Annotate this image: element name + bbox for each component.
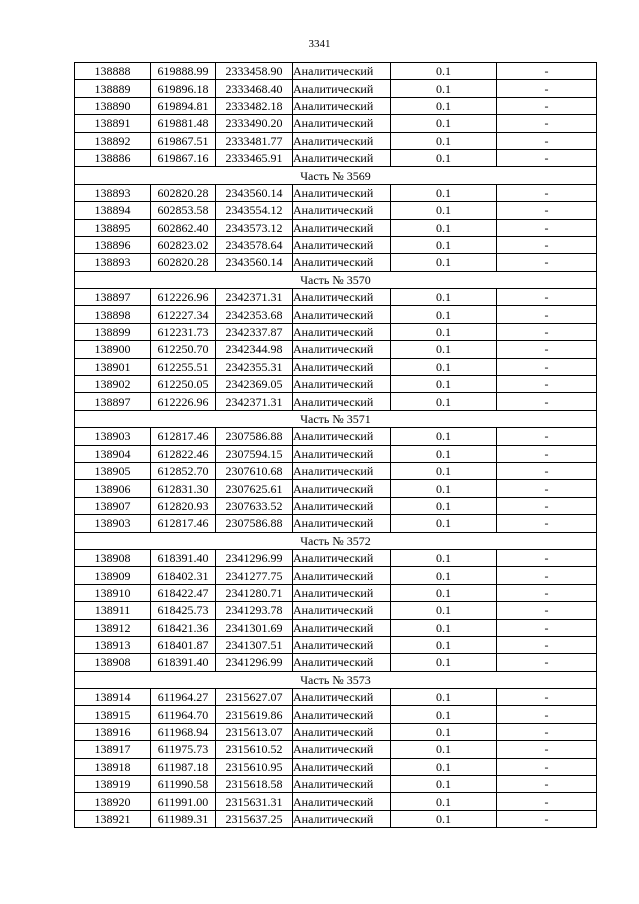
x-coordinate-cell: 612250.05 [151, 376, 216, 393]
accuracy-cell: 0.1 [391, 445, 497, 462]
point-number-cell: 138920 [75, 793, 151, 810]
section-header: Часть № 3570 [75, 271, 597, 288]
y-coordinate-cell: 2341280.71 [216, 584, 293, 601]
accuracy-cell: 0.1 [391, 376, 497, 393]
accuracy-cell: 0.1 [391, 758, 497, 775]
y-coordinate-cell: 2342353.68 [216, 306, 293, 323]
accuracy-cell: 0.1 [391, 497, 497, 514]
x-coordinate-cell: 619888.99 [151, 63, 216, 80]
x-coordinate-cell: 612820.93 [151, 497, 216, 514]
x-coordinate-cell: 619896.18 [151, 80, 216, 97]
point-number-cell: 138900 [75, 341, 151, 358]
section-header-row [75, 271, 597, 288]
point-number-cell: 138917 [75, 741, 151, 758]
description-cell: - [497, 810, 597, 827]
description-cell: - [497, 723, 597, 740]
accuracy-cell: 0.1 [391, 619, 497, 636]
description-cell: - [497, 462, 597, 479]
point-number-cell: 138893 [75, 254, 151, 271]
point-number-cell: 138912 [75, 619, 151, 636]
description-cell: - [497, 393, 597, 410]
accuracy-cell: 0.1 [391, 480, 497, 497]
x-coordinate-cell: 612250.70 [151, 341, 216, 358]
table-row [75, 63, 597, 80]
point-number-cell: 138897 [75, 393, 151, 410]
description-cell: - [497, 567, 597, 584]
accuracy-cell: 0.1 [391, 236, 497, 253]
point-number-cell: 138890 [75, 97, 151, 114]
point-number-cell: 138919 [75, 776, 151, 793]
method-cell: Аналитический [293, 619, 391, 636]
point-number-cell: 138921 [75, 810, 151, 827]
table-row [75, 584, 597, 601]
accuracy-cell: 0.1 [391, 428, 497, 445]
method-cell: Аналитический [293, 428, 391, 445]
y-coordinate-cell: 2342355.31 [216, 358, 293, 375]
method-cell: Аналитический [293, 97, 391, 114]
section-header: Часть № 3571 [75, 410, 597, 427]
accuracy-cell: 0.1 [391, 584, 497, 601]
table-row [75, 776, 597, 793]
point-number-cell: 138886 [75, 149, 151, 166]
table-row [75, 219, 597, 236]
description-cell: - [497, 602, 597, 619]
coordinates-table [74, 62, 597, 828]
x-coordinate-cell: 619894.81 [151, 97, 216, 114]
x-coordinate-cell: 612226.96 [151, 393, 216, 410]
table-row [75, 706, 597, 723]
y-coordinate-cell: 2333490.20 [216, 115, 293, 132]
description-cell: - [497, 236, 597, 253]
section-header: Часть № 3572 [75, 532, 597, 549]
description-cell: - [497, 445, 597, 462]
section-header: Часть № 3573 [75, 671, 597, 688]
table-row [75, 132, 597, 149]
point-number-cell: 138891 [75, 115, 151, 132]
method-cell: Аналитический [293, 184, 391, 201]
table-row [75, 80, 597, 97]
method-cell: Аналитический [293, 654, 391, 671]
accuracy-cell: 0.1 [391, 219, 497, 236]
description-cell: - [497, 202, 597, 219]
description-cell: - [497, 306, 597, 323]
table-row [75, 741, 597, 758]
x-coordinate-cell: 618391.40 [151, 549, 216, 566]
table-row [75, 236, 597, 253]
table-row [75, 462, 597, 479]
x-coordinate-cell: 602820.28 [151, 254, 216, 271]
y-coordinate-cell: 2341301.69 [216, 619, 293, 636]
description-cell: - [497, 132, 597, 149]
point-number-cell: 138910 [75, 584, 151, 601]
description-cell: - [497, 480, 597, 497]
y-coordinate-cell: 2315627.07 [216, 689, 293, 706]
y-coordinate-cell: 2333465.91 [216, 149, 293, 166]
x-coordinate-cell: 612831.30 [151, 480, 216, 497]
description-cell: - [497, 654, 597, 671]
method-cell: Аналитический [293, 341, 391, 358]
method-cell: Аналитический [293, 323, 391, 340]
x-coordinate-cell: 618401.87 [151, 636, 216, 653]
accuracy-cell: 0.1 [391, 515, 497, 532]
y-coordinate-cell: 2343560.14 [216, 184, 293, 201]
table-row [75, 654, 597, 671]
point-number-cell: 138911 [75, 602, 151, 619]
method-cell: Аналитический [293, 149, 391, 166]
method-cell: Аналитический [293, 236, 391, 253]
table-row [75, 115, 597, 132]
accuracy-cell: 0.1 [391, 341, 497, 358]
x-coordinate-cell: 618422.47 [151, 584, 216, 601]
y-coordinate-cell: 2307625.61 [216, 480, 293, 497]
accuracy-cell: 0.1 [391, 63, 497, 80]
x-coordinate-cell: 611968.94 [151, 723, 216, 740]
point-number-cell: 138904 [75, 445, 151, 462]
table-row [75, 567, 597, 584]
table-row [75, 723, 597, 740]
x-coordinate-cell: 612822.46 [151, 445, 216, 462]
x-coordinate-cell: 602862.40 [151, 219, 216, 236]
accuracy-cell: 0.1 [391, 689, 497, 706]
table-row [75, 689, 597, 706]
y-coordinate-cell: 2315631.31 [216, 793, 293, 810]
description-cell: - [497, 584, 597, 601]
table-row [75, 184, 597, 201]
method-cell: Аналитический [293, 80, 391, 97]
description-cell: - [497, 254, 597, 271]
y-coordinate-cell: 2307633.52 [216, 497, 293, 514]
point-number-cell: 138901 [75, 358, 151, 375]
accuracy-cell: 0.1 [391, 462, 497, 479]
accuracy-cell: 0.1 [391, 149, 497, 166]
x-coordinate-cell: 611987.18 [151, 758, 216, 775]
description-cell: - [497, 63, 597, 80]
description-cell: - [497, 636, 597, 653]
method-cell: Аналитический [293, 497, 391, 514]
accuracy-cell: 0.1 [391, 654, 497, 671]
y-coordinate-cell: 2333458.90 [216, 63, 293, 80]
method-cell: Аналитический [293, 202, 391, 219]
method-cell: Аналитический [293, 776, 391, 793]
table-row [75, 254, 597, 271]
y-coordinate-cell: 2307594.15 [216, 445, 293, 462]
accuracy-cell: 0.1 [391, 202, 497, 219]
table-row [75, 376, 597, 393]
accuracy-cell: 0.1 [391, 567, 497, 584]
x-coordinate-cell: 619881.48 [151, 115, 216, 132]
point-number-cell: 138892 [75, 132, 151, 149]
accuracy-cell: 0.1 [391, 602, 497, 619]
table-row [75, 549, 597, 566]
accuracy-cell: 0.1 [391, 549, 497, 566]
y-coordinate-cell: 2342371.31 [216, 289, 293, 306]
y-coordinate-cell: 2333481.77 [216, 132, 293, 149]
method-cell: Аналитический [293, 289, 391, 306]
accuracy-cell: 0.1 [391, 97, 497, 114]
table-row [75, 602, 597, 619]
accuracy-cell: 0.1 [391, 741, 497, 758]
table-row [75, 341, 597, 358]
y-coordinate-cell: 2307610.68 [216, 462, 293, 479]
point-number-cell: 138893 [75, 184, 151, 201]
accuracy-cell: 0.1 [391, 393, 497, 410]
section-header: Часть № 3569 [75, 167, 597, 184]
y-coordinate-cell: 2341307.51 [216, 636, 293, 653]
table-row [75, 445, 597, 462]
x-coordinate-cell: 611991.00 [151, 793, 216, 810]
x-coordinate-cell: 612226.96 [151, 289, 216, 306]
method-cell: Аналитический [293, 584, 391, 601]
description-cell: - [497, 706, 597, 723]
point-number-cell: 138915 [75, 706, 151, 723]
table-row [75, 515, 597, 532]
x-coordinate-cell: 602823.02 [151, 236, 216, 253]
point-number-cell: 138916 [75, 723, 151, 740]
table-row [75, 636, 597, 653]
accuracy-cell: 0.1 [391, 706, 497, 723]
point-number-cell: 138907 [75, 497, 151, 514]
x-coordinate-cell: 612852.70 [151, 462, 216, 479]
accuracy-cell: 0.1 [391, 306, 497, 323]
y-coordinate-cell: 2315619.86 [216, 706, 293, 723]
method-cell: Аналитический [293, 376, 391, 393]
method-cell: Аналитический [293, 445, 391, 462]
method-cell: Аналитический [293, 462, 391, 479]
method-cell: Аналитический [293, 636, 391, 653]
point-number-cell: 138914 [75, 689, 151, 706]
y-coordinate-cell: 2307586.88 [216, 428, 293, 445]
x-coordinate-cell: 611989.31 [151, 810, 216, 827]
y-coordinate-cell: 2333482.18 [216, 97, 293, 114]
y-coordinate-cell: 2315610.95 [216, 758, 293, 775]
y-coordinate-cell: 2343578.64 [216, 236, 293, 253]
method-cell: Аналитический [293, 758, 391, 775]
description-cell: - [497, 428, 597, 445]
method-cell: Аналитический [293, 810, 391, 827]
description-cell: - [497, 115, 597, 132]
method-cell: Аналитический [293, 549, 391, 566]
table-row [75, 306, 597, 323]
method-cell: Аналитический [293, 393, 391, 410]
point-number-cell: 138918 [75, 758, 151, 775]
description-cell: - [497, 97, 597, 114]
x-coordinate-cell: 612227.34 [151, 306, 216, 323]
accuracy-cell: 0.1 [391, 289, 497, 306]
table-row [75, 497, 597, 514]
point-number-cell: 138903 [75, 428, 151, 445]
accuracy-cell: 0.1 [391, 132, 497, 149]
y-coordinate-cell: 2341296.99 [216, 549, 293, 566]
method-cell: Аналитический [293, 63, 391, 80]
y-coordinate-cell: 2341293.78 [216, 602, 293, 619]
description-cell: - [497, 776, 597, 793]
method-cell: Аналитический [293, 793, 391, 810]
method-cell: Аналитический [293, 306, 391, 323]
y-coordinate-cell: 2342337.87 [216, 323, 293, 340]
table-row [75, 428, 597, 445]
description-cell: - [497, 184, 597, 201]
accuracy-cell: 0.1 [391, 80, 497, 97]
y-coordinate-cell: 2341277.75 [216, 567, 293, 584]
section-header-row [75, 532, 597, 549]
method-cell: Аналитический [293, 132, 391, 149]
method-cell: Аналитический [293, 602, 391, 619]
method-cell: Аналитический [293, 480, 391, 497]
y-coordinate-cell: 2343554.12 [216, 202, 293, 219]
x-coordinate-cell: 618421.36 [151, 619, 216, 636]
y-coordinate-cell: 2315610.52 [216, 741, 293, 758]
point-number-cell: 138905 [75, 462, 151, 479]
accuracy-cell: 0.1 [391, 776, 497, 793]
point-number-cell: 138906 [75, 480, 151, 497]
x-coordinate-cell: 612817.46 [151, 515, 216, 532]
method-cell: Аналитический [293, 741, 391, 758]
y-coordinate-cell: 2343560.14 [216, 254, 293, 271]
x-coordinate-cell: 612255.51 [151, 358, 216, 375]
description-cell: - [497, 341, 597, 358]
x-coordinate-cell: 619867.51 [151, 132, 216, 149]
table-row [75, 149, 597, 166]
x-coordinate-cell: 611964.27 [151, 689, 216, 706]
description-cell: - [497, 689, 597, 706]
table-row [75, 323, 597, 340]
y-coordinate-cell: 2333468.40 [216, 80, 293, 97]
description-cell: - [497, 741, 597, 758]
y-coordinate-cell: 2315618.58 [216, 776, 293, 793]
table-row [75, 793, 597, 810]
point-number-cell: 138895 [75, 219, 151, 236]
x-coordinate-cell: 612817.46 [151, 428, 216, 445]
method-cell: Аналитический [293, 723, 391, 740]
point-number-cell: 138909 [75, 567, 151, 584]
coordinates-table-body [75, 63, 597, 828]
description-cell: - [497, 793, 597, 810]
point-number-cell: 138903 [75, 515, 151, 532]
x-coordinate-cell: 619867.16 [151, 149, 216, 166]
description-cell: - [497, 289, 597, 306]
y-coordinate-cell: 2315637.25 [216, 810, 293, 827]
x-coordinate-cell: 602820.28 [151, 184, 216, 201]
accuracy-cell: 0.1 [391, 184, 497, 201]
section-header-row [75, 671, 597, 688]
point-number-cell: 138896 [75, 236, 151, 253]
point-number-cell: 138889 [75, 80, 151, 97]
x-coordinate-cell: 618391.40 [151, 654, 216, 671]
table-row [75, 619, 597, 636]
table-row [75, 358, 597, 375]
table-row [75, 810, 597, 827]
description-cell: - [497, 358, 597, 375]
point-number-cell: 138902 [75, 376, 151, 393]
accuracy-cell: 0.1 [391, 723, 497, 740]
method-cell: Аналитический [293, 515, 391, 532]
y-coordinate-cell: 2343573.12 [216, 219, 293, 236]
table-row [75, 393, 597, 410]
point-number-cell: 138894 [75, 202, 151, 219]
method-cell: Аналитический [293, 254, 391, 271]
section-header-row [75, 167, 597, 184]
y-coordinate-cell: 2342344.98 [216, 341, 293, 358]
description-cell: - [497, 80, 597, 97]
point-number-cell: 138888 [75, 63, 151, 80]
x-coordinate-cell: 611964.70 [151, 706, 216, 723]
x-coordinate-cell: 611975.73 [151, 741, 216, 758]
y-coordinate-cell: 2315613.07 [216, 723, 293, 740]
section-header-row [75, 410, 597, 427]
accuracy-cell: 0.1 [391, 358, 497, 375]
y-coordinate-cell: 2307586.88 [216, 515, 293, 532]
x-coordinate-cell: 612231.73 [151, 323, 216, 340]
table-row [75, 480, 597, 497]
accuracy-cell: 0.1 [391, 115, 497, 132]
method-cell: Аналитический [293, 219, 391, 236]
accuracy-cell: 0.1 [391, 636, 497, 653]
description-cell: - [497, 549, 597, 566]
point-number-cell: 138908 [75, 549, 151, 566]
method-cell: Аналитический [293, 358, 391, 375]
point-number-cell: 138898 [75, 306, 151, 323]
accuracy-cell: 0.1 [391, 254, 497, 271]
table-row [75, 97, 597, 114]
point-number-cell: 138913 [75, 636, 151, 653]
method-cell: Аналитический [293, 115, 391, 132]
x-coordinate-cell: 602853.58 [151, 202, 216, 219]
method-cell: Аналитический [293, 706, 391, 723]
x-coordinate-cell: 618402.31 [151, 567, 216, 584]
page-number: 3341 [308, 38, 331, 50]
description-cell: - [497, 219, 597, 236]
point-number-cell: 138899 [75, 323, 151, 340]
table-row [75, 202, 597, 219]
description-cell: - [497, 149, 597, 166]
point-number-cell: 138908 [75, 654, 151, 671]
x-coordinate-cell: 618425.73 [151, 602, 216, 619]
y-coordinate-cell: 2341296.99 [216, 654, 293, 671]
method-cell: Аналитический [293, 567, 391, 584]
method-cell: Аналитический [293, 689, 391, 706]
x-coordinate-cell: 611990.58 [151, 776, 216, 793]
accuracy-cell: 0.1 [391, 323, 497, 340]
accuracy-cell: 0.1 [391, 810, 497, 827]
description-cell: - [497, 323, 597, 340]
description-cell: - [497, 497, 597, 514]
accuracy-cell: 0.1 [391, 793, 497, 810]
description-cell: - [497, 758, 597, 775]
description-cell: - [497, 619, 597, 636]
table-row [75, 758, 597, 775]
table-row [75, 289, 597, 306]
description-cell: - [497, 376, 597, 393]
y-coordinate-cell: 2342369.05 [216, 376, 293, 393]
y-coordinate-cell: 2342371.31 [216, 393, 293, 410]
description-cell: - [497, 515, 597, 532]
point-number-cell: 138897 [75, 289, 151, 306]
